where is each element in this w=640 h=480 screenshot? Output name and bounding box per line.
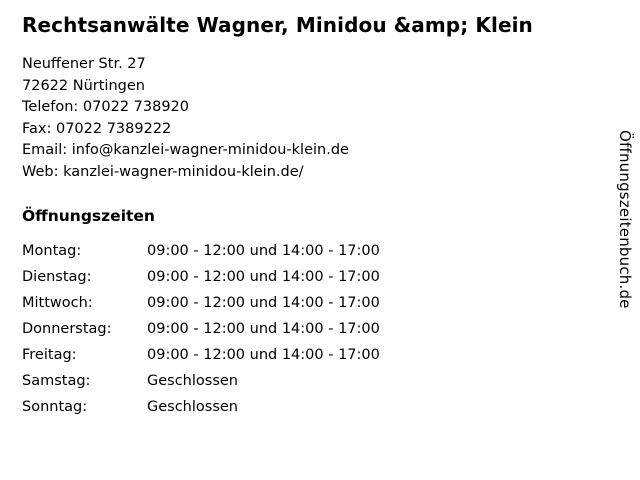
opening-hours-table — [22, 241, 380, 423]
hours-time: 09:00 - 12:00 und 14:00 - 17:00 — [147, 269, 380, 285]
address-phone: Telefon: 07022 738920 — [22, 99, 190, 115]
main-content — [22, 12, 582, 423]
hours-day: Sonntag: — [22, 399, 88, 415]
table-row — [22, 267, 380, 293]
hours-day: Samstag: — [22, 373, 91, 389]
hours-time: 09:00 - 12:00 und 14:00 - 17:00 — [147, 321, 380, 337]
hours-day: Montag: — [22, 243, 82, 259]
address-fax: Fax: 07022 7389222 — [22, 120, 172, 137]
hours-day: Donnerstag: — [22, 321, 112, 337]
table-row — [22, 371, 380, 397]
address-email[interactable]: Email: info@kanzlei-wagner-minidou-klein.de — [22, 142, 349, 158]
hours-time: 09:00 - 12:00 und 14:00 - 17:00 — [147, 347, 380, 363]
hours-time: Geschlossen — [147, 399, 238, 415]
hours-time: Geschlossen — [147, 373, 238, 389]
address-block — [22, 54, 582, 183]
hours-time: 09:00 - 12:00 und 14:00 - 17:00 — [147, 295, 380, 311]
table-row — [22, 345, 380, 371]
address-city: 72622 Nürtingen — [22, 77, 145, 94]
address-street: Neuffener Str. 27 — [22, 56, 146, 72]
hours-day: Freitag: — [22, 347, 77, 363]
table-row — [22, 241, 380, 267]
table-row — [22, 293, 380, 319]
opening-hours-heading: Öffnungszeiten — [22, 207, 155, 225]
table-row — [22, 319, 380, 345]
hours-day: Mittwoch: — [22, 295, 93, 311]
page-title: Rechtsanwälte Wagner, Minidou &amp; Klein — [22, 13, 533, 37]
table-row — [22, 397, 380, 423]
sidebar-brand-label: Öffnungszeitenbuch.de — [616, 130, 634, 309]
hours-day: Dienstag: — [22, 269, 92, 285]
address-web[interactable]: Web: kanzlei-wagner-minidou-klein.de/ — [22, 163, 304, 180]
hours-time: 09:00 - 12:00 und 14:00 - 17:00 — [147, 243, 380, 259]
